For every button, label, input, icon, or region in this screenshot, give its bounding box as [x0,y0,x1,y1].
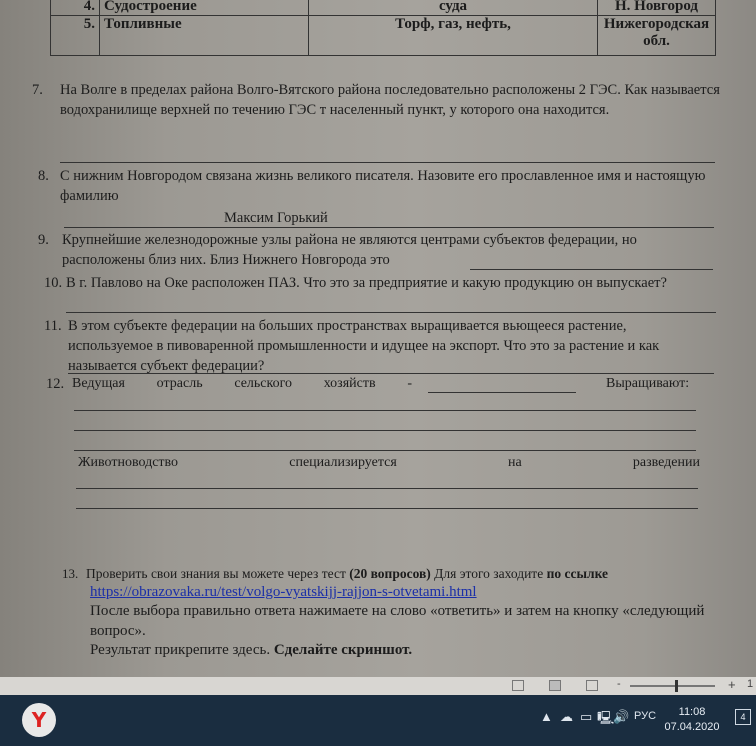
question-7-text: На Волге в пределах района Волго-Вятского района последовательно расположены 2 ГЭС. Как называется водохранилище верхней по течению ГЭС т населенный пункт, у которого она находится. [60,82,720,118]
question-13-line-3 [90,640,412,660]
answer-line[interactable] [66,312,716,313]
question-8-answer[interactable]: Максим Горький [224,210,328,226]
question-13-line-2: После выбора правильно ответа нажимаете на слово «ответить» и затем на кнопку «следующий вопрос». [90,603,705,639]
zoom-slider[interactable] [630,685,715,687]
question-number: 12. [46,376,65,392]
question-12-line-1 [72,376,412,392]
question-10-text: В г. Павлово на Оке расположен ПАЗ. Что это за предприятие и какую продукцию он выпускает? [66,275,667,291]
question-12-line-2 [78,455,700,471]
grow-label: Выращивают: [606,376,690,391]
text: Для этого заходите [434,566,544,581]
question-number: 10. [44,275,63,291]
question-number: 11. [44,318,62,334]
yandex-browser-icon[interactable]: Y [22,703,56,737]
industry-table [50,0,716,56]
answer-line[interactable] [76,488,698,489]
network-icon[interactable]: 🖳 [597,710,615,725]
test-link[interactable]: https://obrazovaka.ru/test/volgo-vyatskijj-rajjon-s-otvetami.html [90,584,477,600]
word: сельского [234,376,292,391]
table-cell: Н. Новгород [598,0,716,16]
answer-line[interactable] [74,410,696,411]
question-number: 9. [38,232,49,248]
question-number: 13. [62,566,79,581]
word: на [507,455,522,470]
word: Животноводство [78,455,179,470]
text: по ссылке [546,566,609,581]
word: разведении [632,455,700,470]
table-cell: Торф, газ, нефть, [309,16,598,56]
table-cell: Судостроение [100,0,309,16]
page-count: 1 [747,678,754,690]
zoom-slider-thumb[interactable] [675,680,678,692]
table-cell: 4. [51,0,100,16]
question-13-line-1 [86,564,726,584]
chevron-up-icon[interactable]: ▲ [540,709,553,724]
answer-line[interactable] [428,392,576,393]
status-bar [0,677,756,695]
battery-icon[interactable]: ▭ [580,709,593,724]
volume-icon[interactable]: 🔊 [613,709,630,724]
language-indicator[interactable]: РУС [634,710,657,722]
zoom-in-button[interactable]: + [728,677,736,692]
question-number: 7. [32,82,43,98]
text: Результат прикрепите здесь. [90,642,271,658]
table-cell: 5. [51,16,100,56]
answer-line[interactable] [60,162,715,163]
answer-line[interactable] [470,269,713,270]
word: Ведущая [72,376,125,391]
question-9-text: Крупнейшие железнодорожные узлы района не являются центрами субъектов федерации, но расположены близ них. Близ Нижнего Новгорода это [62,232,637,268]
answer-line[interactable] [74,430,696,431]
word: - [407,376,412,391]
table-cell: Топливные [100,16,309,56]
notification-icon[interactable]: 4 [735,709,751,725]
text: Проверить свои знания вы можете через тест [86,566,346,581]
word: отрасль [156,376,203,391]
table-cell: суда [309,0,598,16]
zoom-out-button[interactable]: - [617,678,621,690]
answer-line [64,227,714,228]
question-11-text: В этом субъекте федерации на больших пространствах выращивается вьющееся растение, используемое в пивоваренной промышленности и идущее на экспорт. Что это за растение и как называется субъект федерации? [68,318,660,374]
table-row [51,16,716,56]
clock-time: 11:08 [678,706,706,718]
table-row [51,0,716,16]
answer-line[interactable] [76,508,698,509]
text: (20 вопросов) [349,566,431,581]
clock-date: 07.04.2020 [664,721,720,733]
text: Сделайте скриншот. [273,642,413,658]
table-cell: Нижегородская обл. [598,16,716,56]
read-mode-icon[interactable] [512,680,524,691]
cloud-icon[interactable]: ☁ [560,709,573,724]
question-8-text: С нижним Новгородом связана жизнь великого писателя. Назовите его прославленное имя и настоящую фамилию [60,168,706,204]
word: специализируется [289,455,397,470]
web-layout-icon[interactable] [586,680,598,691]
answer-line[interactable] [74,450,696,451]
print-layout-icon[interactable] [549,680,561,691]
taskbar [0,695,756,746]
word: хозяйств [323,376,376,391]
question-number: 8. [38,168,49,184]
clock[interactable] [662,705,722,735]
